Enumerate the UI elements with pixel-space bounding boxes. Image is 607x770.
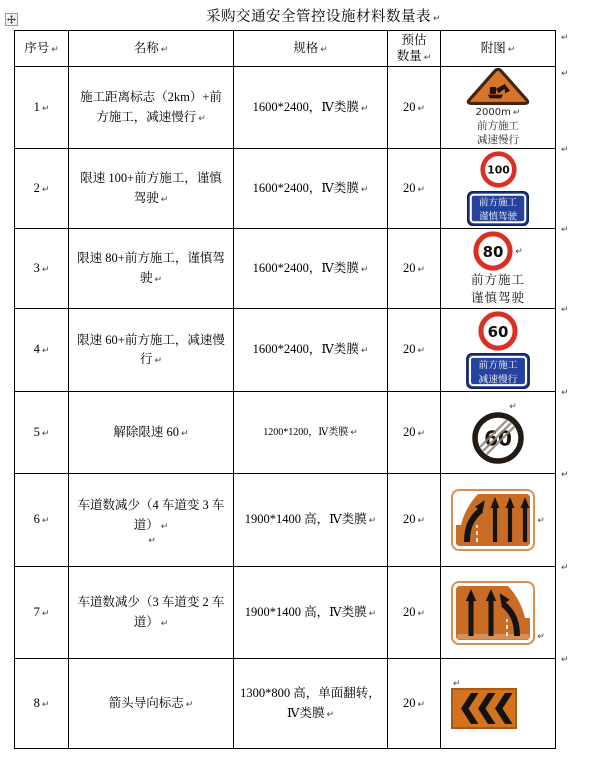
qty-cell[interactable]: 20 ↵: [388, 149, 441, 229]
paragraph-mark: [359, 261, 369, 275]
figure-cell[interactable]: [441, 474, 556, 567]
row-number-cell[interactable]: 1 ↵: [15, 67, 69, 149]
header-no-cell[interactable]: 序号 ↵: [15, 31, 69, 67]
paragraph-mark: [359, 181, 369, 195]
figure-cell[interactable]: [441, 149, 556, 229]
svg-text:60: 60: [487, 322, 509, 341]
paragraph-mark: [559, 656, 569, 665]
paragraph-mark: [196, 110, 206, 124]
qty-cell[interactable]: 20 ↵: [388, 392, 441, 474]
table-row: [15, 229, 556, 309]
construction-warning-triangle-sign[interactable]: [466, 68, 530, 106]
header-name-cell[interactable]: 名称 ↵: [69, 31, 234, 67]
row-number-cell[interactable]: 4 ↵: [15, 309, 69, 392]
end-of-speed-limit-60-sign[interactable]: [471, 411, 525, 465]
paragraph-mark: [159, 615, 169, 629]
paragraph-mark: [507, 401, 517, 410]
figure-cell[interactable]: [441, 229, 556, 309]
paragraph-mark: [415, 605, 425, 619]
table-row: [15, 567, 556, 659]
paragraph-mark: [159, 191, 169, 205]
paragraph-mark: [40, 425, 50, 439]
paragraph-mark: [511, 107, 521, 118]
svg-text:减速慢行: 减速慢行: [478, 374, 518, 386]
row-number-cell[interactable]: 3 ↵: [15, 229, 69, 309]
spec-cell[interactable]: 1200*1200，Ⅳ类膜 ↵: [234, 392, 388, 474]
name-cell[interactable]: 车道数减少（3 车道变 2 车道） ↵: [69, 567, 234, 659]
row-number-cell[interactable]: 2 ↵: [15, 149, 69, 229]
figure-cell[interactable]: [441, 567, 556, 659]
material-quantity-table: [14, 30, 556, 749]
paragraph-mark: [49, 41, 59, 55]
figure-caption: 减速慢行: [477, 135, 519, 146]
table-row: [15, 67, 556, 149]
paragraph-mark: [75, 535, 227, 544]
paragraph-mark: [179, 425, 189, 439]
name-cell[interactable]: 限速 80+前方施工，谨慎驾驶 ↵: [69, 229, 234, 309]
header-spec-cell[interactable]: 规格 ↵: [234, 31, 388, 67]
figure-cell[interactable]: [441, 309, 556, 392]
paragraph-mark: [152, 271, 162, 285]
spec-cell[interactable]: 1300*800 高，单面翻转，Ⅳ类膜 ↵: [234, 659, 388, 749]
speed-limit-100-sign[interactable]: [480, 151, 517, 188]
table-row: [15, 149, 556, 229]
table-row: [15, 659, 556, 749]
spec-cell[interactable]: 1600*2400，Ⅳ类膜 ↵: [234, 149, 388, 229]
blue-auxiliary-plate[interactable]: [467, 191, 529, 226]
figure-cell[interactable]: [441, 392, 556, 474]
paragraph-mark: [513, 241, 523, 260]
paragraph-mark: [559, 70, 569, 79]
lane-reduction-4-to-3-sign[interactable]: [451, 489, 535, 551]
spec-cell[interactable]: 1900*1400 高，Ⅳ类膜 ↵: [234, 567, 388, 659]
paragraph-mark: [159, 41, 169, 55]
qty-cell[interactable]: 20 ↵: [388, 67, 441, 149]
figure-caption: 2000m ↵: [476, 107, 521, 119]
paragraph-mark: [159, 518, 169, 532]
paragraph-mark: [415, 425, 425, 439]
paragraph-mark: [422, 49, 432, 63]
paragraph-mark: [152, 352, 162, 366]
paragraph-mark: [415, 342, 425, 356]
table-row: [15, 392, 556, 474]
name-cell[interactable]: 限速 60+前方施工，减速慢行 ↵: [69, 309, 234, 392]
lane-reduction-3-to-2-sign[interactable]: [451, 580, 535, 646]
name-cell[interactable]: 车道数减少（4 车道变 3 车道） ↵ ↵: [69, 474, 234, 567]
paragraph-mark: [40, 696, 50, 710]
speed-limit-80-sign[interactable]: [473, 231, 513, 271]
name-cell[interactable]: 限速 100+前方施工，谨慎驾驶 ↵: [69, 149, 234, 229]
paragraph-mark: [324, 706, 334, 720]
spec-cell[interactable]: 1900*1400 高，Ⅳ类膜 ↵: [234, 474, 388, 567]
left-chevron-alignment-sign[interactable]: [451, 688, 517, 729]
svg-text:60: 60: [484, 426, 512, 450]
paragraph-mark: [451, 678, 461, 687]
svg-text:100: 100: [486, 163, 510, 177]
paragraph-mark: [40, 512, 50, 526]
paragraph-mark: [367, 605, 377, 619]
row-number-cell[interactable]: 7 ↵: [15, 567, 69, 659]
figure-caption: 谨慎驾驶: [470, 290, 525, 305]
row-number-cell[interactable]: 6 ↵: [15, 474, 69, 567]
svg-text:前方施工: 前方施工: [478, 359, 518, 371]
qty-cell[interactable]: 20 ↵: [388, 474, 441, 567]
paragraph-mark: [415, 512, 425, 526]
paragraph-mark: [40, 605, 50, 619]
paragraph-mark: [559, 226, 569, 235]
row-number-cell[interactable]: 8 ↵: [15, 659, 69, 749]
paragraph-mark: [559, 306, 569, 315]
figure-caption: 前方施工: [470, 272, 525, 287]
paragraph-mark: [359, 100, 369, 114]
paragraph-mark: [359, 342, 369, 356]
svg-text:前方施工: 前方施工: [478, 198, 518, 209]
paragraph-mark: [506, 41, 516, 55]
qty-cell[interactable]: 20 ↵: [388, 659, 441, 749]
header-qty-cell[interactable]: 预估 数量 ↵: [388, 31, 441, 67]
spec-cell[interactable]: 1600*2400，Ⅳ类膜 ↵: [234, 309, 388, 392]
table-row: [15, 474, 556, 567]
figure-cell[interactable]: [441, 67, 556, 149]
spec-cell[interactable]: 1600*2400，Ⅳ类膜 ↵: [234, 229, 388, 309]
paragraph-mark: [318, 41, 328, 55]
figure-cell[interactable]: [441, 659, 556, 749]
svg-text:80: 80: [482, 242, 504, 261]
paragraph-mark: [348, 427, 358, 438]
paragraph-mark: [40, 181, 50, 195]
table-row: [15, 309, 556, 392]
paragraph-mark: [559, 389, 569, 398]
header-figure-cell[interactable]: 附图 ↵: [441, 31, 556, 67]
name-cell[interactable]: 施工距离标志（2km）+前方施工，减速慢行 ↵: [69, 67, 234, 149]
paragraph-mark: [367, 512, 377, 526]
row-number-cell[interactable]: 5 ↵: [15, 392, 69, 474]
paragraph-mark: [40, 261, 50, 275]
paragraph-mark: [415, 100, 425, 114]
name-cell[interactable]: 箭头导向标志 ↵: [69, 659, 234, 749]
svg-text:谨慎驾驶: 谨慎驾驶: [478, 212, 518, 223]
document-title: 采购交通安全管控设施材料数量表 ↵: [0, 5, 607, 26]
spec-cell[interactable]: 1600*2400，Ⅳ类膜 ↵: [234, 67, 388, 149]
paragraph-mark: [559, 146, 569, 155]
table-header-row: [15, 31, 556, 67]
paragraph-mark: [559, 471, 569, 480]
blue-auxiliary-plate[interactable]: [466, 353, 530, 389]
paragraph-mark: [40, 342, 50, 356]
paragraph-mark: [184, 696, 194, 710]
qty-cell[interactable]: 20 ↵: [388, 567, 441, 659]
paragraph-mark: [559, 34, 569, 43]
paragraph-mark: [535, 626, 545, 645]
paragraph-mark: [535, 510, 545, 529]
paragraph-mark: [40, 100, 50, 114]
paragraph-mark: [559, 564, 569, 573]
paragraph-mark: [415, 696, 425, 710]
qty-cell[interactable]: 20 ↵: [388, 229, 441, 309]
name-cell[interactable]: 解除限速 60 ↵: [69, 392, 234, 474]
paragraph-mark: [415, 181, 425, 195]
paragraph-mark: [431, 9, 441, 25]
speed-limit-60-sign[interactable]: [478, 311, 518, 351]
qty-cell[interactable]: 20 ↵: [388, 309, 441, 392]
figure-caption: 前方施工: [477, 121, 519, 132]
paragraph-mark: [415, 261, 425, 275]
